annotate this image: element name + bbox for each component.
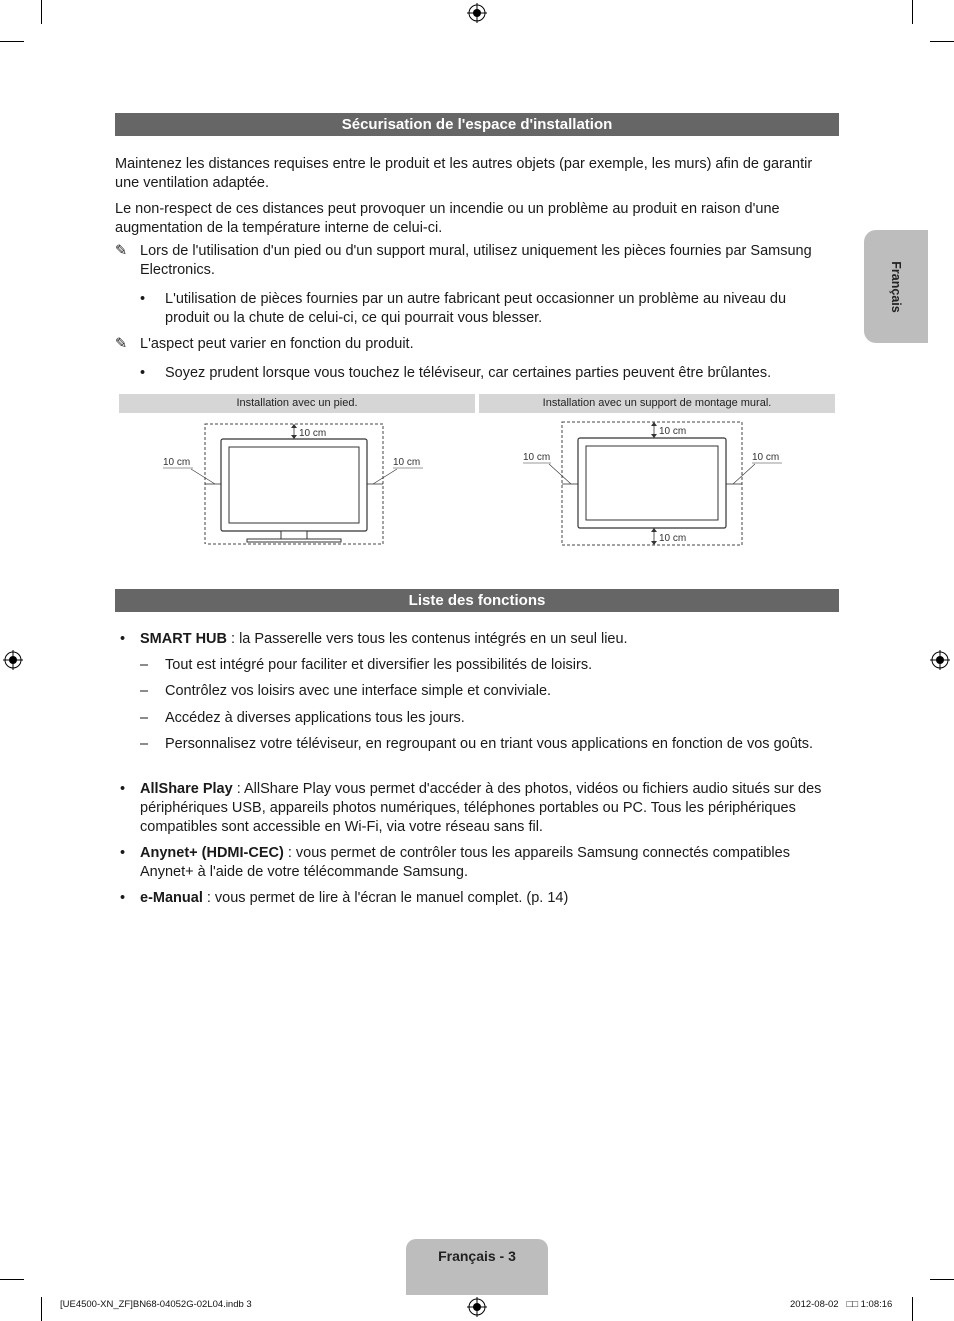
paragraph-warning: Le non-respect de ces distances peut provoquer un incendie ou un problème au produit en raison d'une augmentation de la température interne de celui-ci.	[115, 201, 780, 236]
dimension-label-right: 10 cm	[752, 452, 780, 463]
bullet-icon: •	[140, 365, 146, 381]
feature-description: : vous permet de lire à l'écran le manuel complet. (p. 14)	[202, 890, 569, 906]
note-text: Lors de l'utilisation d'un pied ou d'un support mural, utilisez uniquement les pièces fournies par Samsung Electronics.	[140, 243, 812, 278]
dash-icon: –	[140, 683, 149, 699]
registration-mark-icon	[3, 650, 23, 670]
crop-mark	[912, 1297, 913, 1321]
diagram-title-wall: Installation avec un support de montage mural.	[479, 394, 835, 413]
dash-icon: –	[140, 736, 149, 752]
crop-mark	[912, 0, 913, 24]
list-item-text: L'utilisation de pièces fournies par un autre fabricant peut occasionner un problème au niveau du produit ou la chute de celui-ci, ce qui pourrait vous blesser.	[165, 291, 787, 326]
dash-icon: –	[140, 710, 149, 726]
feature-description: : AllShare Play vous permet d'accéder à des photos, vidéos ou fichiers audio situés sur des périphériques USB, appareils photos numériques, téléphones portables ou PC. Tous les périphériques compatibles sont accessible en Wi-Fi, via votre réseau sans fil.	[140, 781, 822, 835]
bullet-icon: •	[120, 845, 126, 861]
date-boxes: □□	[846, 1299, 858, 1310]
crop-mark	[930, 41, 954, 42]
dimension-label-top: 10 cm	[659, 426, 687, 437]
crop-mark	[0, 41, 24, 42]
dimension-label-left: 10 cm	[163, 457, 191, 468]
bullet-icon: •	[120, 781, 126, 797]
date-slug: 2012-08-02 □□ 1:08:16	[790, 1299, 893, 1310]
dash-icon: –	[140, 657, 149, 673]
registration-mark-icon	[930, 650, 950, 670]
note-text: L'aspect peut varier en fonction du produit.	[140, 336, 414, 352]
registration-mark-icon	[467, 3, 487, 23]
feature-name: SMART HUB	[140, 631, 227, 647]
list-item-text: Contrôlez vos loisirs avec une interface simple et conviviale.	[165, 683, 552, 699]
list-item-text: Soyez prudent lorsque vous touchez le téléviseur, car certaines parties peuvent être brûlantes.	[165, 365, 772, 381]
dimension-label-right: 10 cm	[393, 457, 421, 468]
crop-mark	[41, 0, 42, 24]
language-side-tab	[864, 230, 928, 343]
feature-name: AllShare Play	[140, 781, 233, 797]
section-heading-features: Liste des fonctions	[115, 589, 839, 612]
feature-description: : vous permet de contrôler tous les appareils Samsung connectés compatibles Anynet+ à l'aide de votre télécommande Samsung.	[140, 845, 790, 880]
bullet-icon: •	[120, 631, 126, 647]
stand-installation-diagram	[119, 414, 475, 550]
feature-description: : la Passerelle vers tous les contenus intégrés en un seul lieu.	[227, 631, 628, 647]
crop-mark	[0, 1279, 24, 1280]
registration-mark-icon	[467, 1297, 487, 1317]
pencil-note-icon: ✎	[115, 336, 128, 352]
wall-mount-installation-diagram	[479, 414, 835, 550]
bullet-icon: •	[120, 890, 126, 906]
section-heading-installation: Sécurisation de l'espace d'installation	[115, 113, 839, 136]
list-item-text: Tout est intégré pour faciliter et diversifier les possibilités de loisirs.	[165, 657, 593, 673]
dimension-label-left: 10 cm	[523, 452, 551, 463]
page-number-tab: Français - 3	[406, 1239, 548, 1295]
crop-mark	[930, 1279, 954, 1280]
paragraph-distances: Maintenez les distances requises entre le produit et les autres objets (par exemple, les murs) afin de garantir une ventilation adaptée.	[115, 156, 813, 191]
pencil-note-icon: ✎	[115, 243, 128, 259]
diagram-title-stand: Installation avec un pied.	[119, 394, 475, 413]
crop-mark	[41, 1297, 42, 1321]
list-item-text: Accédez à diverses applications tous les jours.	[165, 710, 465, 726]
dimension-label-bottom: 10 cm	[659, 533, 687, 544]
feature-name: e-Manual	[140, 890, 203, 906]
list-item-text: Personnalisez votre téléviseur, en regroupant ou en triant vous applications en fonction de vos goûts.	[165, 736, 814, 752]
file-slug: [UE4500-XN_ZF]BN68-04052G-02L04.indb 3	[60, 1299, 252, 1310]
side-tab-label: Français	[889, 260, 903, 313]
feature-name: Anynet+ (HDMI-CEC)	[140, 845, 284, 861]
dimension-label-top: 10 cm	[299, 428, 327, 439]
bullet-icon: •	[140, 291, 146, 307]
